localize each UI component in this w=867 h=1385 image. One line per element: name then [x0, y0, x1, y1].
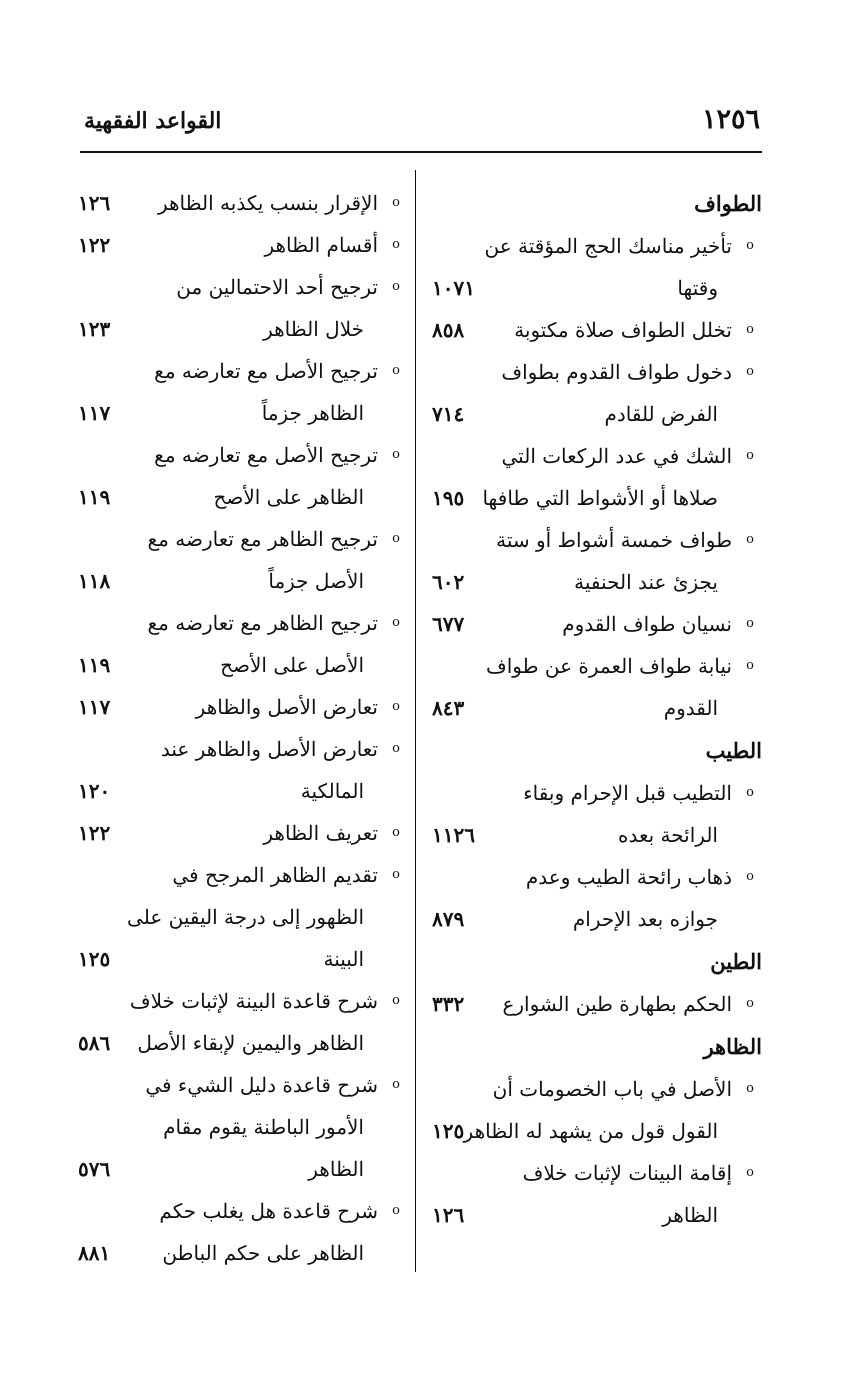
entry-line — [432, 687, 762, 729]
entry-text: جوازه بعد الإحرام — [572, 907, 718, 931]
entry-line — [432, 983, 762, 1025]
index-entry — [78, 1190, 408, 1274]
entry-text: نيابة طواف العمرة عن طواف — [485, 654, 732, 678]
entry-text: الأصل جزماً — [268, 569, 364, 593]
entry-text: الظاهر — [662, 1203, 718, 1227]
entry-text: طواف خمسة أشواط أو ستة — [496, 528, 732, 552]
bullet-icon: o — [392, 363, 400, 378]
entry-line — [432, 1152, 762, 1194]
entry-text: الشك في عدد الركعات التي — [501, 444, 732, 468]
index-entry — [432, 983, 762, 1025]
entry-page-number: ٥٨٦ — [78, 1031, 111, 1055]
index-entry — [432, 1068, 762, 1152]
bullet-icon: o — [392, 279, 400, 294]
entry-text: الرائحة بعده — [618, 823, 718, 847]
index-entry — [78, 224, 408, 266]
index-entry — [432, 856, 762, 940]
entry-text: دخول طواف القدوم بطواف — [501, 360, 732, 384]
section-heading: الطواف — [694, 191, 762, 216]
entry-text: شرح قاعدة هل يغلب حكم — [159, 1199, 378, 1223]
bullet-icon: o — [392, 1077, 400, 1092]
entry-text: يجزئ عند الحنفية — [574, 570, 718, 594]
entry-text: وقتها — [677, 276, 718, 300]
index-entry — [432, 435, 762, 519]
bullet-icon: o — [746, 785, 754, 800]
entry-line — [78, 560, 408, 602]
bullet-icon: o — [392, 615, 400, 630]
bullet-icon: o — [746, 616, 754, 631]
entry-line — [432, 814, 762, 856]
entry-page-number: ١٢٣ — [78, 317, 111, 341]
index-entry — [78, 854, 408, 980]
entry-page-number: ١١٨ — [78, 569, 111, 593]
entry-page-number: ٨٨١ — [78, 1241, 111, 1265]
entry-page-number: ١٢٠ — [78, 779, 111, 803]
bullet-icon: o — [746, 364, 754, 379]
entry-page-number: ١٢٦ — [78, 191, 111, 215]
entry-page-number: ١٠٧١ — [432, 276, 475, 300]
entry-line — [78, 434, 408, 476]
entry-line — [78, 938, 408, 980]
entry-text: تعريف الظاهر — [263, 821, 378, 845]
index-entry — [432, 645, 762, 729]
entry-text: نسيان طواف القدوم — [562, 612, 732, 636]
entry-text: الأصل في باب الخصومات أن — [492, 1077, 732, 1101]
entry-text: ترجيح الأصل مع تعارضه مع — [154, 443, 378, 467]
entry-line — [78, 224, 408, 266]
bullet-icon: o — [746, 532, 754, 547]
index-entry — [432, 772, 762, 856]
index-entry — [432, 351, 762, 435]
index-entry — [78, 434, 408, 518]
entry-page-number: ٧١٤ — [432, 402, 465, 426]
entry-text: الفرض للقادم — [604, 402, 718, 426]
entry-page-number: ٨٤٣ — [432, 696, 465, 720]
entry-line — [78, 1022, 408, 1064]
entry-text: تعارض الأصل والظاهر عند — [160, 737, 378, 761]
bullet-icon: o — [746, 238, 754, 253]
entry-text: الظاهر على حكم الباطن — [162, 1241, 364, 1265]
entry-page-number: ١٩٥ — [432, 486, 465, 510]
entry-line — [432, 856, 762, 898]
entry-text: ترجيح الظاهر مع تعارضه مع — [147, 611, 378, 635]
entry-text: الظاهر — [308, 1157, 364, 1181]
entry-line — [78, 728, 408, 770]
entry-page-number: ٨٧٩ — [432, 907, 465, 931]
entry-page-number: ١١٩ — [78, 653, 111, 677]
entry-line — [432, 393, 762, 435]
header-rule — [80, 151, 762, 153]
entry-line — [78, 392, 408, 434]
bullet-icon: o — [392, 825, 400, 840]
entry-line — [78, 770, 408, 812]
entry-text: صلاها أو الأشواط التي طافها — [482, 486, 718, 510]
entry-line — [432, 351, 762, 393]
entry-page-number: ٨٥٨ — [432, 318, 465, 342]
bullet-icon: o — [392, 237, 400, 252]
entry-text: شرح قاعدة البينة لإثبات خلاف — [129, 989, 378, 1013]
entry-line — [78, 896, 408, 938]
entry-text: ذهاب رائحة الطيب وعدم — [525, 865, 732, 889]
index-entry — [78, 266, 408, 350]
index-entry — [78, 602, 408, 686]
entry-line — [432, 435, 762, 477]
entry-line — [78, 518, 408, 560]
entry-text: الظاهر واليمين لإبقاء الأصل — [137, 1031, 364, 1055]
entry-line — [78, 350, 408, 392]
bullet-icon: o — [392, 867, 400, 882]
entry-page-number: ٣٣٢ — [432, 992, 465, 1016]
column-divider — [415, 170, 416, 1272]
entry-page-number: ١٢٢ — [78, 233, 111, 257]
entry-line — [78, 308, 408, 350]
entry-line — [78, 812, 408, 854]
index-column-left — [78, 182, 408, 1274]
bullet-icon: o — [746, 322, 754, 337]
bullet-icon: o — [392, 699, 400, 714]
entry-text: الإقرار بنسب يكذبه الظاهر — [157, 191, 378, 215]
entry-text: ترجيح أحد الاحتمالين من — [176, 275, 378, 299]
index-entry — [432, 603, 762, 645]
bullet-icon: o — [392, 1203, 400, 1218]
entry-line — [78, 182, 408, 224]
index-entry — [78, 182, 408, 224]
entry-line — [432, 603, 762, 645]
entry-text: الظاهر على الأصح — [213, 485, 364, 509]
entry-line — [78, 644, 408, 686]
bullet-icon: o — [746, 448, 754, 463]
entry-text: القول قول من يشهد له الظاهر — [463, 1119, 718, 1143]
entry-text: ترجيح الأصل مع تعارضه مع — [154, 359, 378, 383]
entry-line — [78, 1148, 408, 1190]
entry-line — [432, 477, 762, 519]
index-entry — [78, 350, 408, 434]
entry-text: تعارض الأصل والظاهر — [195, 695, 378, 719]
entry-text: تأخير مناسك الحج المؤقتة عن — [484, 234, 732, 258]
bullet-icon: o — [746, 658, 754, 673]
entry-line — [432, 519, 762, 561]
index-entry — [432, 519, 762, 603]
entry-text: الظهور إلى درجة اليقين على — [127, 905, 364, 929]
entry-line — [432, 267, 762, 309]
entry-text: الظاهر جزماً — [261, 401, 364, 425]
entry-text: الأمور الباطنة يقوم مقام — [163, 1115, 364, 1139]
entry-line — [432, 1110, 762, 1152]
entry-text: تخلل الطواف صلاة مكتوبة — [514, 318, 732, 342]
index-entry — [432, 309, 762, 351]
entry-line — [78, 686, 408, 728]
index-entry — [78, 686, 408, 728]
section-heading: الطين — [710, 949, 762, 974]
entry-line — [78, 1064, 408, 1106]
entry-line — [78, 1190, 408, 1232]
index-entry — [432, 1152, 762, 1236]
entry-line — [78, 476, 408, 518]
entry-text: إقامة البينات لإثبات خلاف — [522, 1161, 732, 1185]
entry-page-number: ٥٧٦ — [78, 1157, 111, 1181]
entry-text: التطيب قبل الإحرام وبقاء — [523, 781, 732, 805]
entry-line — [78, 1106, 408, 1148]
bullet-icon: o — [392, 447, 400, 462]
entry-text: القدوم — [663, 696, 718, 720]
index-entry — [432, 225, 762, 309]
bullet-icon: o — [392, 531, 400, 546]
entry-page-number: ١١٧ — [78, 695, 111, 719]
bullet-icon: o — [392, 741, 400, 756]
entry-text: ترجيح الظاهر مع تعارضه مع — [147, 527, 378, 551]
entry-page-number: ٦٧٧ — [432, 612, 465, 636]
entry-page-number: ١١٩ — [78, 485, 111, 509]
bullet-icon: o — [746, 996, 754, 1011]
entry-text: شرح قاعدة دليل الشيء في — [145, 1073, 378, 1097]
entry-line — [78, 854, 408, 896]
entry-line — [432, 645, 762, 687]
index-entry — [78, 1064, 408, 1190]
entry-page-number: ٦٠٢ — [432, 570, 465, 594]
entry-line — [432, 772, 762, 814]
entry-page-number: ١١٢٦ — [432, 823, 475, 847]
index-entry — [78, 728, 408, 812]
entry-text: أقسام الظاهر — [264, 233, 378, 257]
entry-line — [78, 266, 408, 308]
entry-text: الأصل على الأصح — [220, 653, 364, 677]
bullet-icon: o — [746, 1165, 754, 1180]
entry-page-number: ١١٧ — [78, 401, 111, 425]
entry-line — [78, 980, 408, 1022]
entry-line — [432, 225, 762, 267]
entry-page-number: ١٢٥ — [432, 1119, 465, 1143]
page-number: ١٢٥٦ — [701, 104, 760, 135]
entry-line — [78, 1232, 408, 1274]
entry-page-number: ١٢٢ — [78, 821, 111, 845]
entry-text: المالكية — [300, 779, 364, 803]
entry-text: البينة — [323, 947, 364, 971]
index-entry — [78, 980, 408, 1064]
running-title: القواعد الفقهية — [84, 108, 222, 134]
entry-line — [432, 309, 762, 351]
section-heading: الطيب — [705, 738, 762, 763]
index-entry — [78, 812, 408, 854]
entry-line — [432, 898, 762, 940]
index-entry — [78, 518, 408, 602]
section-heading: الظاهر — [703, 1034, 762, 1059]
bullet-icon: o — [746, 869, 754, 884]
entry-text: الحكم بطهارة طين الشوارع — [502, 992, 732, 1016]
entry-text: خلال الظاهر — [263, 317, 364, 341]
entry-text: تقديم الظاهر المرجح في — [172, 863, 378, 887]
entry-line — [432, 561, 762, 603]
index-column-right — [432, 182, 762, 1236]
bullet-icon: o — [392, 993, 400, 1008]
bullet-icon: o — [392, 195, 400, 210]
entry-page-number: ١٢٥ — [78, 947, 111, 971]
entry-line — [432, 1068, 762, 1110]
entry-page-number: ١٢٦ — [432, 1203, 465, 1227]
bullet-icon: o — [746, 1081, 754, 1096]
entry-line — [432, 1194, 762, 1236]
entry-line — [78, 602, 408, 644]
